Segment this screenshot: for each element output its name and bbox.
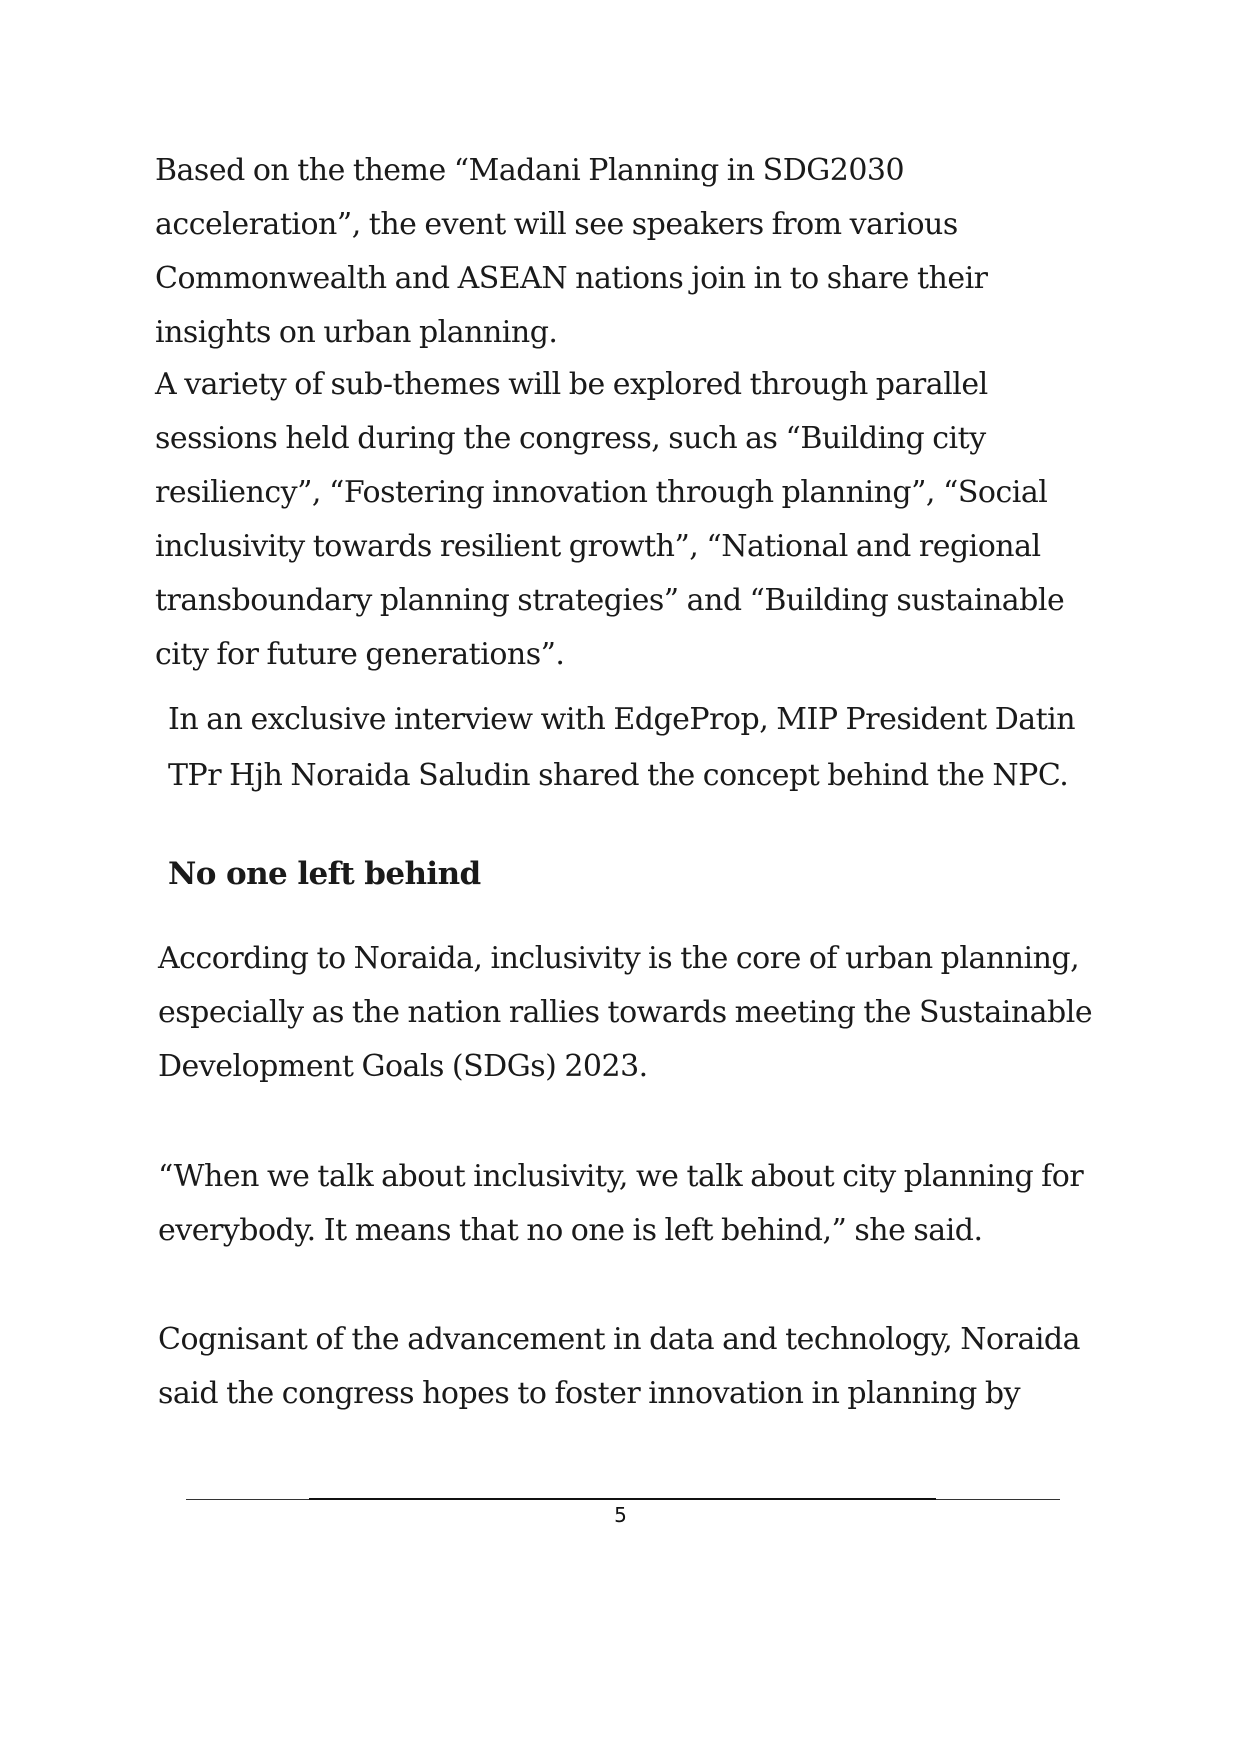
footer-divider-accent (309, 1498, 936, 1500)
paragraph-interview: In an exclusive interview with EdgeProp, MIP President Datin TPr Hjh Noraida Saludin shared the concept behind the NPC. (168, 702, 1076, 793)
section-heading: No one left behind (168, 856, 481, 892)
paragraph-theme: Based on the theme “Madani Planning in SDG2030 acceleration”, the event will see speakers from various Commonwealth and ASEAN nations join in to share their insights on urban planning. (155, 153, 988, 350)
paragraph-inclusivity: According to Noraida, inclusivity is the core of urban planning, especially as the nation rallies towards meeting the Sustainable Development Goals (SDGs) 2023. (158, 941, 1093, 1084)
paragraph-technology: Cognisant of the advancement in data and technology, Noraida said the congress hopes to foster innovation in planning by (158, 1322, 1081, 1411)
paragraph-quote: “When we talk about inclusivity, we talk about city planning for everybody. It means that no one is left behind,” she said. (158, 1159, 1084, 1248)
paragraph-sub-themes: A variety of sub-themes will be explored through parallel sessions held during the congress, such as “Building city resiliency”, “Fostering innovation through planning”, “Social inclusivity towards resilient growth”, “National and regional transboundary planning strategies” and “Building sustainable city for future generations”. (155, 367, 1065, 672)
page-number: 5 (614, 1503, 627, 1527)
